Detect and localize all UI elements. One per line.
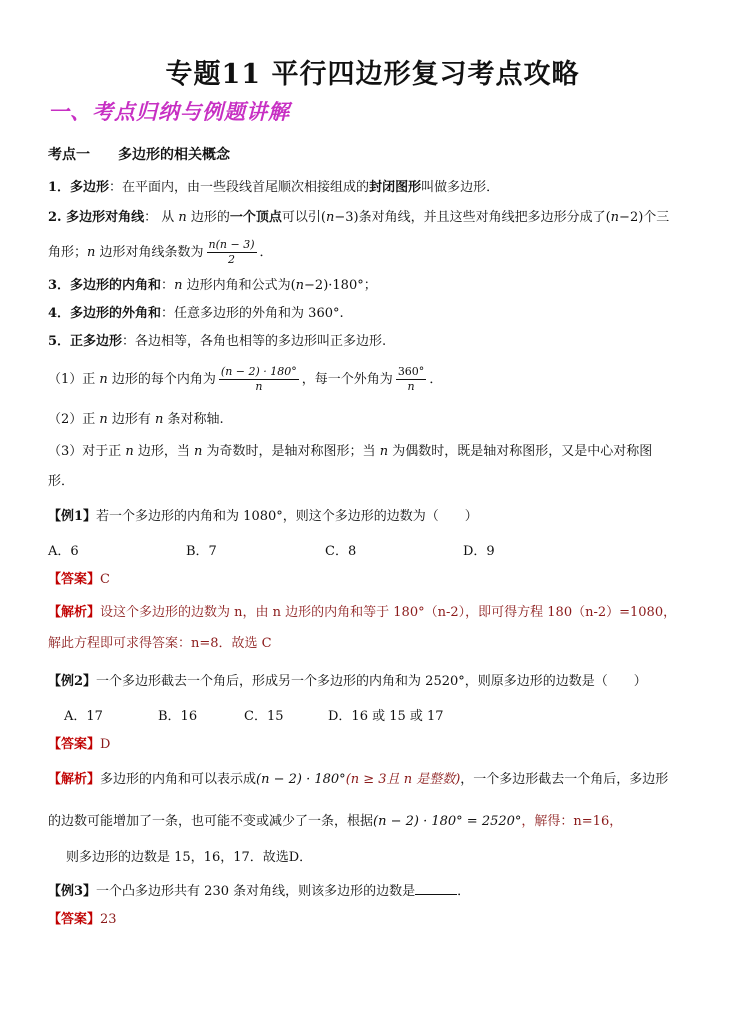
var-n: n bbox=[610, 210, 620, 225]
diagonal-count-fraction bbox=[207, 238, 257, 267]
example-2-label: 【例2】 bbox=[48, 674, 97, 689]
def-text: 边形的 bbox=[186, 210, 230, 225]
def-text: （1）正 bbox=[48, 372, 100, 387]
page-title: 专题11 平行四边形复习考点攻略 bbox=[165, 59, 580, 90]
kaodian-heading bbox=[48, 144, 230, 164]
def-text: ． bbox=[429, 372, 443, 387]
analysis-formula: (n − 2) · 180° = 2520° bbox=[373, 814, 522, 829]
def-text: 为偶数时，既是轴对称图形，又是中心对称图 bbox=[388, 444, 653, 459]
def-text: 边形的每个内角为 bbox=[107, 372, 216, 387]
answer-label: 【答案】 bbox=[48, 912, 101, 927]
example-3-answer bbox=[48, 910, 700, 930]
option-b: B．7 bbox=[186, 544, 217, 559]
answer-label: 【答案】 bbox=[48, 737, 101, 752]
question-text: 一个多边形截去一个角后，形成另一个多边形的内角和为 2520°，则原多边形的边数是（ ） bbox=[96, 674, 647, 689]
kaodian-label: 考点一 bbox=[48, 147, 90, 163]
def-text: −2)个三 bbox=[619, 210, 670, 225]
def-text: （2）正 bbox=[48, 412, 100, 427]
var-n: n bbox=[295, 278, 305, 293]
def-text: ：任意多边形的外角和为 360°. bbox=[161, 306, 344, 321]
question-text: 若一个多边形的内角和为 1080°，则这个多边形的边数为（ ） bbox=[96, 509, 478, 524]
def-text: 条对称轴. bbox=[163, 412, 224, 427]
option-a: A．17 bbox=[64, 709, 103, 724]
analysis-text: 的边数可能增加了一条，也可能不变或减少了一条，根据 bbox=[48, 814, 374, 829]
def-text: ，每一个外角为 bbox=[301, 372, 393, 387]
answer-value: 23 bbox=[100, 912, 117, 927]
option-b: B．16 bbox=[158, 709, 198, 724]
analysis-label: 【解析】 bbox=[48, 772, 101, 787]
answer-label: 【答案】 bbox=[48, 572, 101, 587]
def-text: ： 从 bbox=[144, 210, 179, 225]
example-2-analysis bbox=[48, 770, 700, 790]
def-text: ： bbox=[161, 278, 175, 293]
var-n: n bbox=[174, 278, 183, 293]
answer-value: D bbox=[100, 737, 111, 752]
def-diagonal bbox=[48, 208, 700, 228]
analysis-text: 多边形的内角和可以表示成 bbox=[100, 772, 257, 787]
example-3-question bbox=[48, 882, 700, 902]
example-2-answer bbox=[48, 735, 700, 755]
def-regular-polygon bbox=[48, 332, 700, 352]
analysis-text: 则多边形的边数是 15，16，17．故选D． bbox=[66, 850, 313, 865]
property-symmetry-axes bbox=[48, 410, 700, 430]
example-1-analysis-line2 bbox=[48, 634, 700, 654]
def-exterior-head: 4．多边形的外角和 bbox=[48, 306, 162, 321]
def-text: −3)条对角线，并且这些对角线把多边形分成了( bbox=[334, 210, 611, 225]
fraction-denominator: n bbox=[255, 380, 263, 393]
option-d: D．16 或 15 或 17 bbox=[328, 709, 444, 724]
answer-value: C bbox=[100, 572, 110, 587]
var-n: n bbox=[99, 372, 108, 387]
answer-blank[interactable] bbox=[415, 882, 457, 895]
fraction-denominator: 2 bbox=[228, 253, 236, 266]
option-c: C．15 bbox=[244, 709, 284, 724]
var-n: n bbox=[379, 444, 389, 459]
def-text: 边形内角和公式为( bbox=[182, 278, 296, 293]
analysis-condition: (n ≥ 3且 n 是整数) bbox=[345, 772, 461, 787]
def-text: 形． bbox=[48, 474, 75, 489]
option-d: D．9 bbox=[463, 544, 495, 559]
example-1-label: 【例1】 bbox=[48, 509, 97, 524]
example-2-question bbox=[48, 672, 700, 692]
analysis-text: 设这个多边形的边数为 n，由 n 边形的内角和等于 180°（n-2），即可得方程 180（n-2）=1080， bbox=[100, 605, 677, 620]
question-text: 一个凸多边形共有 230 条对角线，则该多边形的边数是 bbox=[96, 884, 416, 899]
def-bold: 封闭图形 bbox=[369, 180, 422, 195]
def-diagonal-head: 2. 多边形对角线 bbox=[48, 210, 145, 225]
def-text: 边形对角线条数为 bbox=[95, 245, 204, 260]
def-text: 叫做多边形． bbox=[421, 180, 500, 195]
var-n: n bbox=[155, 412, 164, 427]
example-1-answer bbox=[48, 570, 700, 590]
example-3-label: 【例3】 bbox=[48, 884, 97, 899]
def-text: ：在平面内，由一些段线首尾顺次相接组成的 bbox=[109, 180, 370, 195]
def-text: 为奇数时，是轴对称图形；当 bbox=[202, 444, 380, 459]
def-diagonal-line2: 角形；n 边形对角线条数为 $\frac{n(n - 3)}{2}$ ． bbox=[48, 238, 273, 266]
def-text: −2)·180°； bbox=[304, 278, 377, 293]
option-a: A．6 bbox=[48, 544, 79, 559]
option-c: C．8 bbox=[325, 544, 357, 559]
question-text: ． bbox=[457, 884, 471, 899]
def-polygon-head: 1．多边形 bbox=[48, 180, 110, 195]
def-text: ：各边相等，各角也相等的多边形叫正多边形. bbox=[122, 334, 387, 349]
property-symmetry-type bbox=[48, 442, 700, 462]
section-heading: 一、考点归纳与例题讲解 bbox=[48, 100, 290, 124]
def-text: 边形，当 bbox=[133, 444, 195, 459]
var-n: n bbox=[178, 210, 187, 225]
property-symmetry-type-line2 bbox=[48, 472, 700, 492]
example-1-question bbox=[48, 507, 700, 527]
interior-angle-fraction bbox=[219, 365, 299, 394]
example-2-analysis-line3 bbox=[66, 848, 718, 868]
kaodian-topic: 多边形的相关概念 bbox=[118, 147, 230, 163]
property-angles bbox=[48, 362, 700, 398]
var-n: n bbox=[194, 444, 203, 459]
var-n: n bbox=[125, 444, 134, 459]
exterior-angle-fraction bbox=[396, 365, 427, 394]
fraction-numerator: 360° bbox=[397, 365, 425, 378]
var-n: n bbox=[325, 210, 335, 225]
fraction-numerator: n(n − 3) bbox=[208, 238, 255, 251]
def-text: 角形； bbox=[48, 245, 88, 260]
def-interior-sum bbox=[48, 276, 700, 296]
analysis-text: 解此方程即可求得答案：n=8．故选 C bbox=[48, 636, 272, 651]
def-polygon bbox=[48, 178, 700, 198]
example-1-analysis bbox=[48, 603, 700, 623]
analysis-formula: (n − 2) · 180° bbox=[256, 772, 346, 787]
def-text: 可以引( bbox=[281, 210, 326, 225]
def-text: 边形有 bbox=[107, 412, 156, 427]
fraction-numerator: (n − 2) · 180° bbox=[220, 365, 297, 378]
def-bold: 一个顶点 bbox=[229, 210, 282, 225]
def-interior-head: 3．多边形的内角和 bbox=[48, 278, 162, 293]
var-n: n bbox=[87, 245, 96, 260]
fraction-denominator: n bbox=[407, 380, 415, 393]
def-exterior-sum bbox=[48, 304, 700, 324]
def-regular-head: 5．正多边形 bbox=[48, 334, 123, 349]
analysis-text: ，一个多边形截去一个角后，多边形 bbox=[460, 772, 669, 787]
var-n: n bbox=[99, 412, 108, 427]
analysis-text: ，解得：n=16， bbox=[521, 814, 623, 829]
example-2-analysis-line2 bbox=[48, 812, 700, 832]
analysis-label: 【解析】 bbox=[48, 605, 101, 620]
def-text: （3）对于正 bbox=[48, 444, 126, 459]
